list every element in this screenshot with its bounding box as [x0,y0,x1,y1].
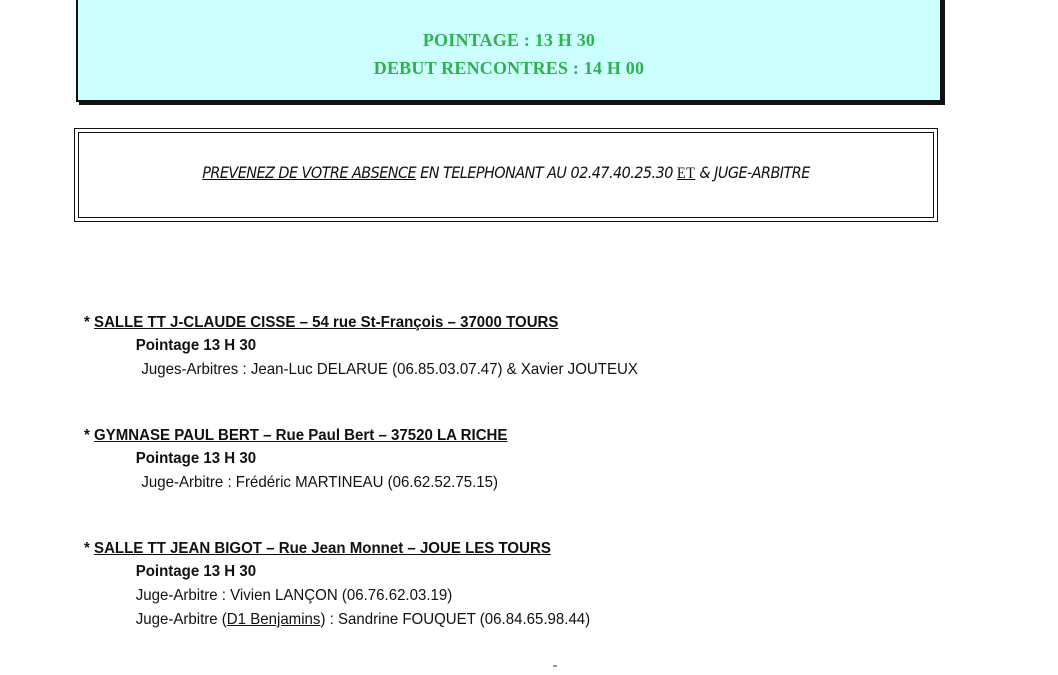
venue-jean-bigot [84,538,622,632]
venue-bullet: * [84,314,95,331]
absence-notice-box [74,128,938,222]
absence-notice-part4: & JUGE-ARBITRE [695,163,810,182]
venue-cisse [84,312,673,382]
referee-suffix: ) : Sandrine FOUQUET (06.84.65.98.44) [320,611,591,628]
venue-title [84,538,590,560]
debut-rencontres-time: DEBUT RENCONTRES : 14 H 00 [373,58,645,78]
venue-pointage: Pointage 13 H 30 [135,337,257,354]
absence-notice-text [118,163,894,183]
absence-notice-part1: PREVENEZ DE VOTRE ABSENCE [202,163,417,182]
venue-title [84,312,638,334]
venue-referee: Juges-Arbitres : Jean-Luc DELARUE (06.85.03.07.47) & Xavier JOUTEUX [141,361,638,378]
referee-prefix: Juge-Arbitre ( [135,611,227,628]
venue-pointage: Pointage 13 H 30 [135,563,257,580]
venue-referee: Juge-Arbitre : Frédéric MARTINEAU (06.62.52.75.15) [141,474,498,491]
referee-division: D1 Benjamins [226,611,321,628]
venue-title-text: SALLE TT JEAN BIGOT – Rue Jean Monnet – JOUE LES TOURS [94,540,551,557]
venue-title-text: SALLE TT J-CLAUDE CISSE – 54 rue St-François – 37000 TOURS [94,314,559,331]
venue-pointage: Pointage 13 H 30 [135,450,257,467]
venue-paul-bert [84,425,534,495]
pointage-time: POINTAGE : 13 H 30 [422,30,596,50]
venue-title-text: GYMNASE PAUL BERT – Rue Paul Bert – 37520 LA RICHE [94,427,508,444]
venue-bullet: * [84,540,95,557]
page-speck [553,665,557,667]
venue-referee-d1-benjamins [84,608,590,632]
absence-notice-et: ET [676,165,696,182]
venue-title [84,425,507,447]
venue-referee: Juge-Arbitre : Vivien LANÇON (06.76.62.03.19) [135,587,453,604]
schedule-box [76,0,942,102]
venue-bullet: * [84,427,95,444]
absence-notice-part2: EN TELEPHONANT AU 02.47.40.25.30 [416,163,677,182]
